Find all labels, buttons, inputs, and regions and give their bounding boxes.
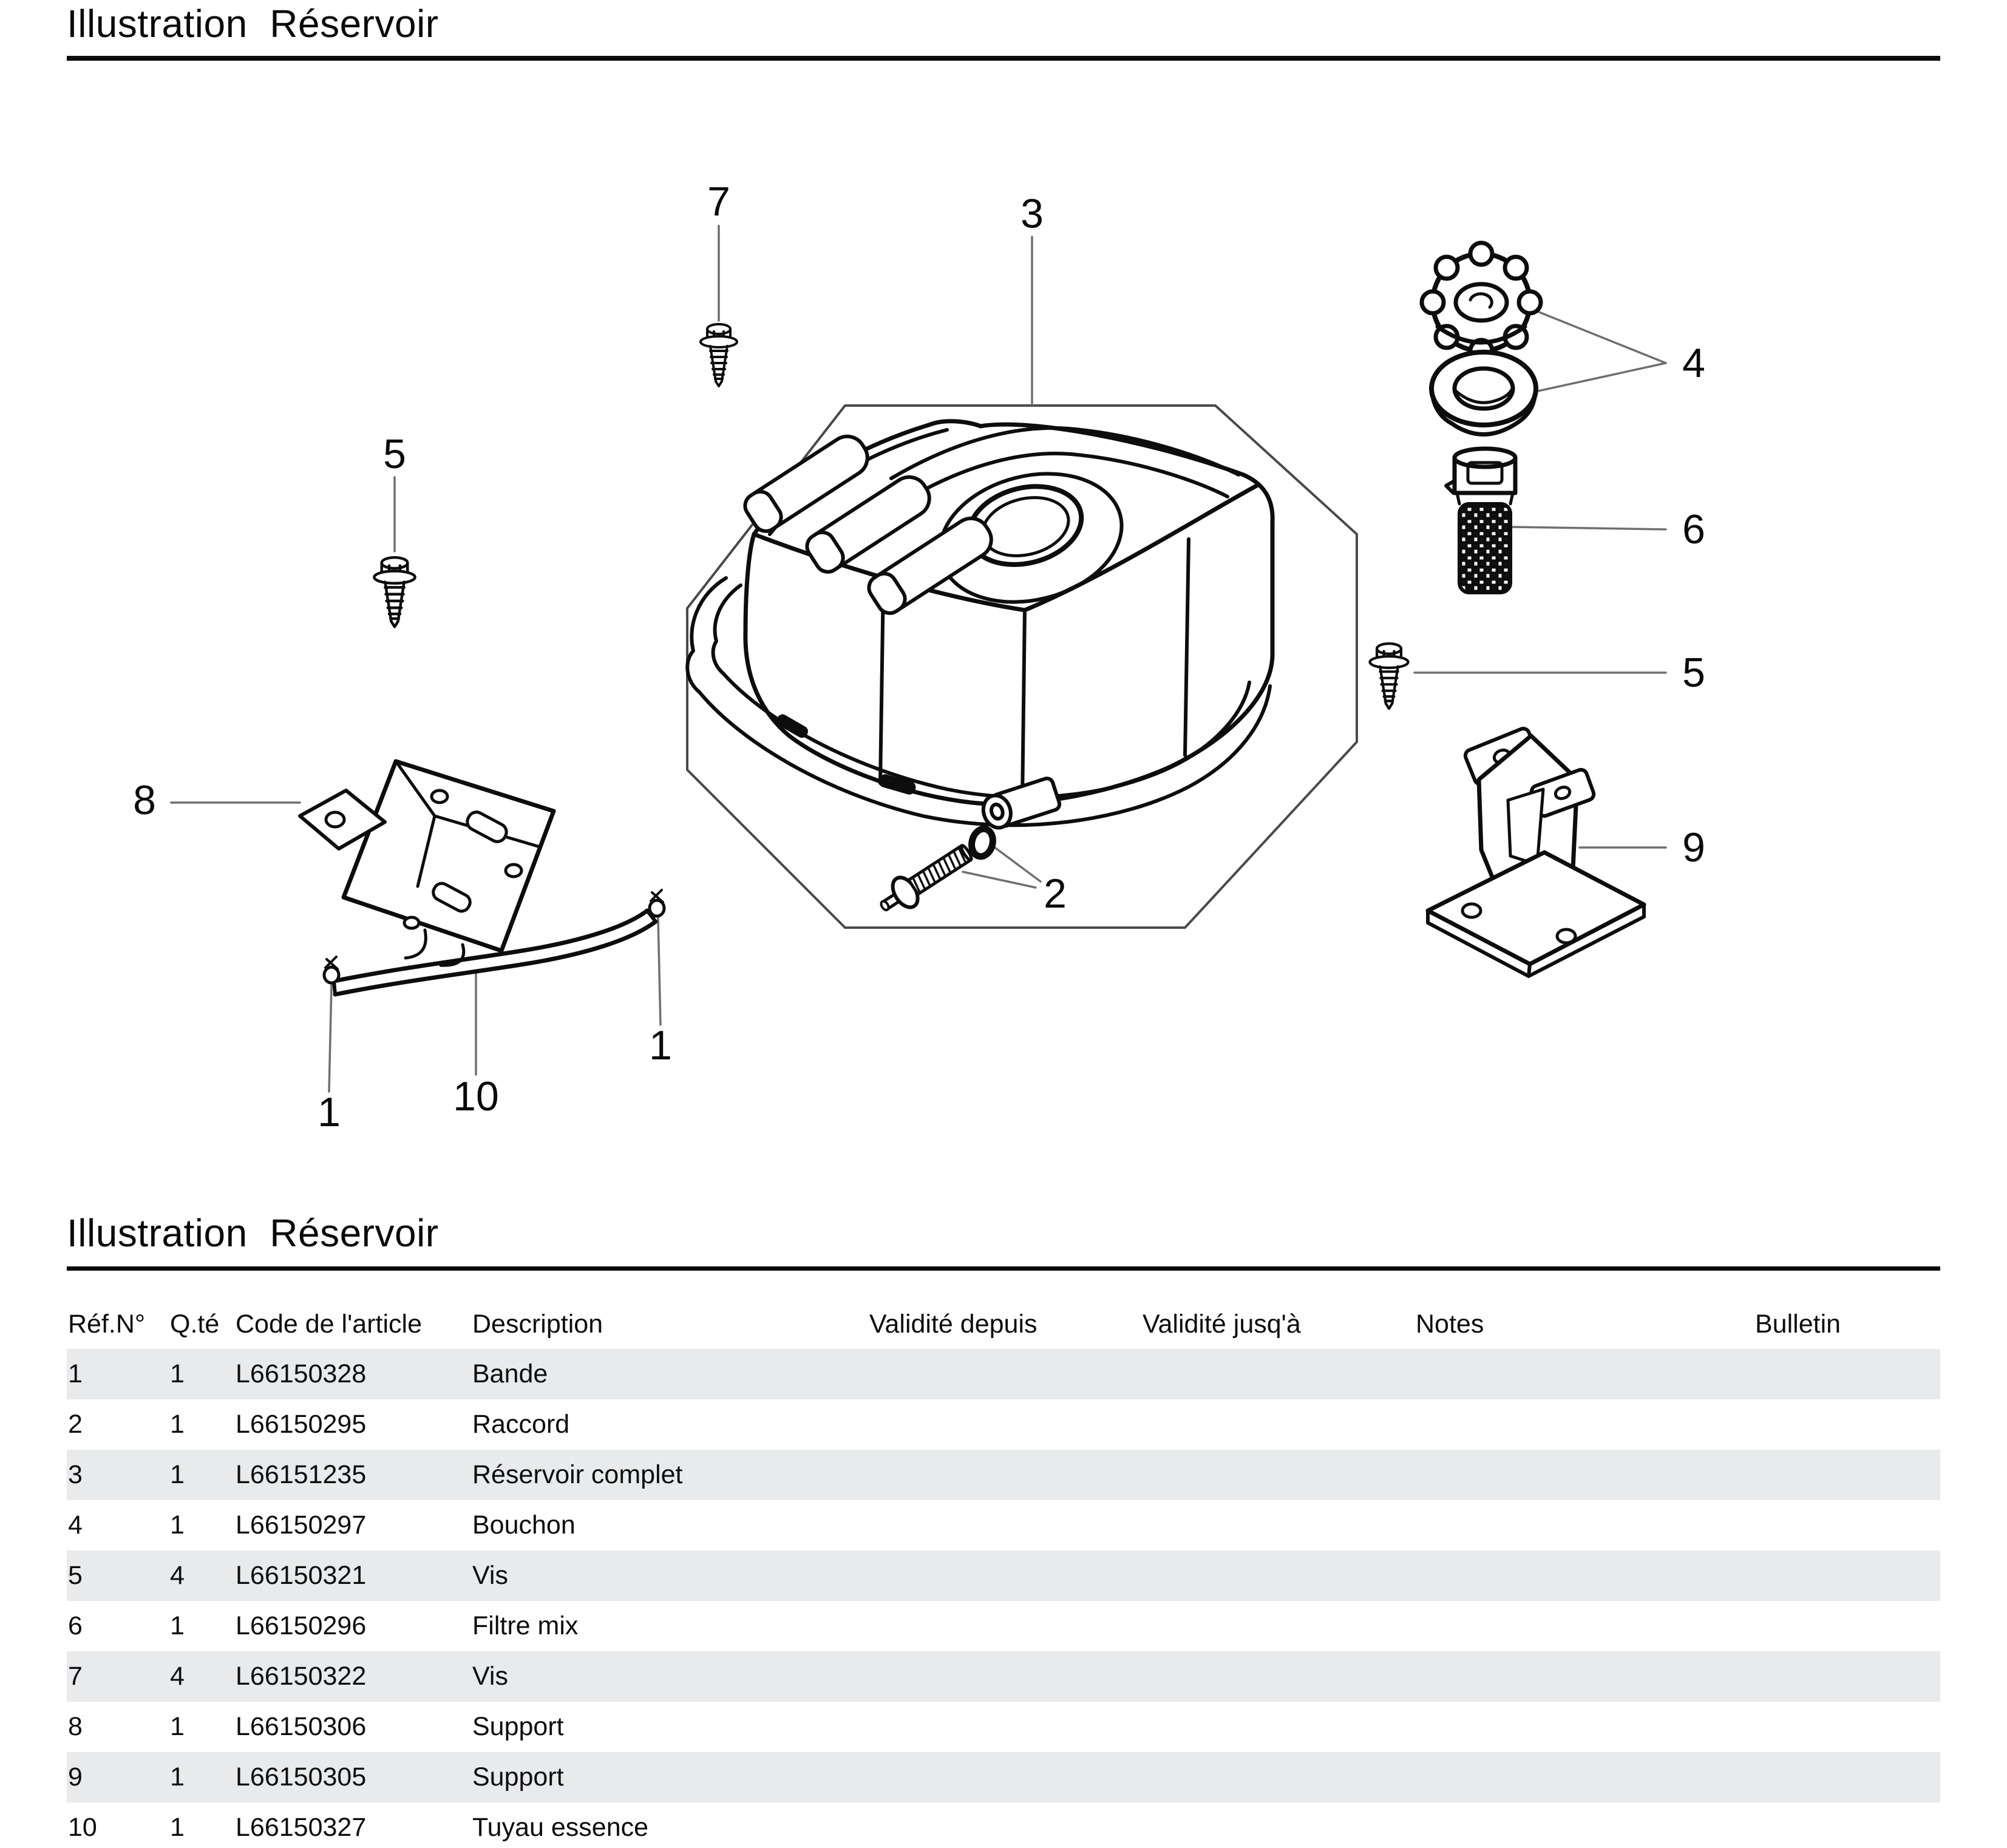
cell-code: L66150297 (236, 1510, 367, 1540)
table-row (67, 1551, 1940, 1601)
callout-5-right: 5 (1682, 650, 1705, 696)
screw-5-right-drawing (1370, 644, 1408, 708)
fuel-cap-drawing (1422, 243, 1541, 435)
parts-table (67, 1299, 1940, 1848)
cell-ref: 7 (68, 1662, 83, 1691)
cell-ref: 8 (68, 1712, 83, 1741)
cell-qty: 4 (170, 1561, 185, 1590)
fuel-tank-drawing (687, 421, 1272, 832)
header-code: Code de l'article (236, 1309, 422, 1339)
cell-desc: Réservoir complet (472, 1460, 683, 1489)
table-row (67, 1651, 1940, 1702)
cell-desc: Filtre mix (472, 1611, 579, 1640)
callout-8: 8 (133, 777, 156, 823)
callout-6: 6 (1682, 506, 1705, 552)
cell-qty: 1 (170, 1410, 185, 1439)
cell-qty: 4 (170, 1662, 185, 1691)
cell-code: L66150328 (236, 1359, 367, 1388)
cell-code: L66150327 (236, 1813, 367, 1842)
cell-qty: 1 (170, 1762, 185, 1792)
callout-2: 2 (1044, 871, 1067, 917)
cell-desc: Bande (472, 1359, 548, 1388)
table-row (67, 1399, 1940, 1450)
cell-ref: 3 (68, 1460, 83, 1489)
support-8-drawing (300, 761, 554, 965)
cell-qty: 1 (170, 1611, 185, 1640)
support-9-drawing (1428, 727, 1644, 976)
callout-7: 7 (707, 178, 730, 225)
o-ring-drawing (969, 827, 996, 859)
screw-5-left-drawing (374, 557, 415, 627)
cell-ref: 4 (68, 1510, 83, 1540)
cell-code: L66150321 (236, 1561, 367, 1590)
cell-ref: 6 (68, 1611, 83, 1640)
filter-drawing (1446, 449, 1515, 593)
callout-1-right: 1 (649, 1022, 672, 1068)
cell-ref: 9 (68, 1762, 83, 1792)
cell-code: L66151235 (236, 1460, 367, 1489)
cell-qty: 1 (170, 1359, 185, 1388)
section-rule (67, 1266, 1940, 1271)
callout-1-left: 1 (318, 1089, 341, 1135)
cell-ref: 2 (68, 1410, 83, 1439)
page-title: Illustration Réservoir (67, 2, 439, 46)
table-row (67, 1500, 1940, 1551)
cell-qty: 1 (170, 1813, 185, 1842)
cell-desc: Bouchon (472, 1510, 576, 1540)
cell-desc: Tuyau essence (472, 1813, 649, 1842)
cell-desc: Support (472, 1712, 564, 1741)
cell-code: L66150306 (236, 1712, 367, 1741)
cell-code: L66150295 (236, 1410, 367, 1439)
header-notes: Notes (1416, 1309, 1484, 1339)
callout-10: 10 (453, 1073, 499, 1119)
table-row (67, 1450, 1940, 1500)
cell-qty: 1 (170, 1712, 185, 1741)
hose-clip-left (324, 957, 339, 983)
cell-desc: Vis (472, 1561, 508, 1590)
cell-ref: 5 (68, 1561, 83, 1590)
callout-9: 9 (1682, 824, 1705, 871)
header-qty: Q.té (170, 1309, 220, 1339)
cell-qty: 1 (170, 1460, 185, 1489)
section-title: Illustration Réservoir (67, 1211, 439, 1255)
table-header (67, 1299, 1940, 1349)
header-bulletin: Bulletin (1755, 1309, 1841, 1339)
cell-ref: 1 (68, 1359, 83, 1388)
callout-5-left: 5 (383, 431, 406, 477)
cell-code: L66150296 (236, 1611, 367, 1640)
table-row (67, 1702, 1940, 1752)
cell-desc: Vis (472, 1662, 508, 1691)
callout-4: 4 (1682, 340, 1705, 386)
cell-code: L66150305 (236, 1762, 367, 1792)
table-row (67, 1349, 1940, 1399)
hose-clip-right (650, 890, 664, 916)
callout-3: 3 (1020, 191, 1044, 237)
header-validity-from: Validité depuis (869, 1309, 1037, 1339)
header-validity-to: Validité jusq'à (1143, 1309, 1301, 1339)
table-row (67, 1802, 1940, 1848)
cell-code: L66150322 (236, 1662, 367, 1691)
header-ref: Réf.N° (68, 1309, 146, 1339)
table-row (67, 1601, 1940, 1651)
header-description: Description (472, 1309, 603, 1339)
cell-ref: 10 (68, 1813, 97, 1842)
screw-7-drawing (701, 324, 737, 386)
cell-desc: Raccord (472, 1410, 570, 1439)
raccord-bolt-drawing (874, 827, 996, 922)
table-body (67, 1349, 1940, 1848)
table-row (67, 1752, 1940, 1802)
cell-qty: 1 (170, 1510, 185, 1540)
cell-desc: Support (472, 1762, 564, 1792)
